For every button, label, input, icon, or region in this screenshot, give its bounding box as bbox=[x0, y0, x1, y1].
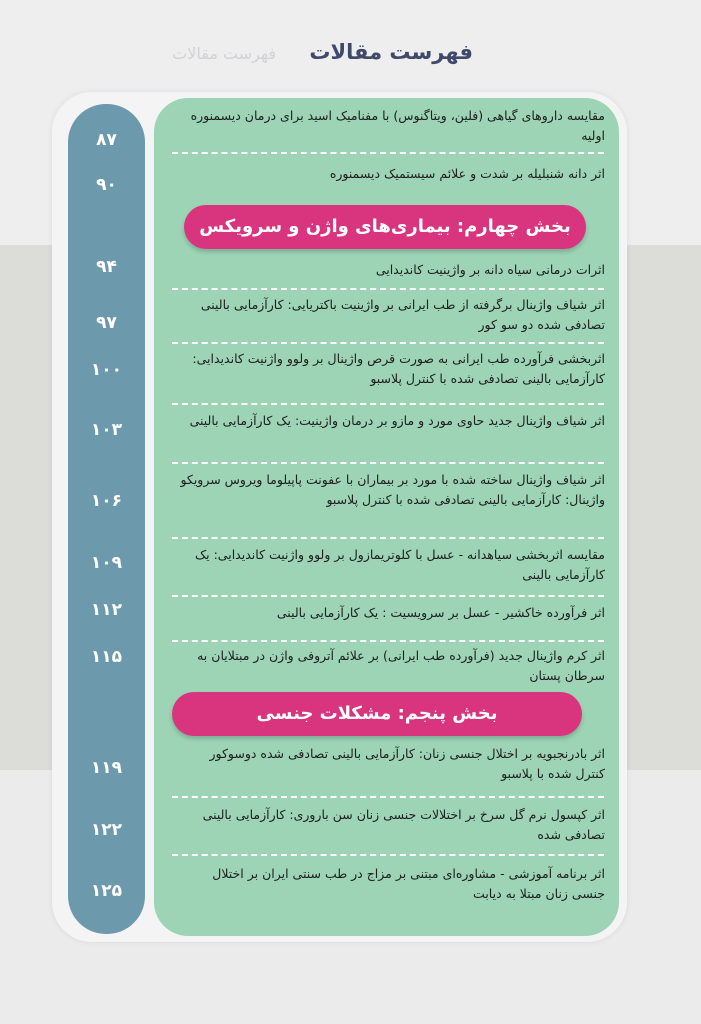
section-heading-4[interactable]: بخش چهارم: بیماری‌های واژن و سرویکس bbox=[184, 205, 586, 249]
toc-entry[interactable]: اثر شیاف واژینال برگرفته از طب ایرانی بر واژینیت باکتریایی: کارآزمایی بالینی تصادفی شده دو سو کور bbox=[200, 297, 605, 332]
entry-separator bbox=[172, 403, 604, 405]
entry-separator bbox=[172, 796, 604, 798]
toc-entry[interactable]: مقایسه داروهای گیاهی (فلین، ویتاگنوس) با مفنامیک اسید برای درمان دیسمنوره اولیه bbox=[190, 108, 605, 143]
toc-entry[interactable]: اثر کپسول نرم گل سرخ بر اختلالات جنسی زنان سن باروری: کارآزمایی بالینی تصادفی شده bbox=[202, 807, 605, 842]
entry-separator bbox=[172, 462, 604, 464]
page-title: فهرست مقالات bbox=[309, 40, 473, 64]
toc-entry[interactable]: اثر کرم واژینال جدید (فرآورده طب ایرانی) بر علائم آتروفی واژن در مبتلایان به سرطان پستان bbox=[197, 648, 605, 683]
page-number: ۱۰۹ bbox=[90, 553, 123, 573]
page-number: ۱۱۹ bbox=[90, 758, 123, 778]
page-number: ۸۷ bbox=[96, 130, 117, 150]
page-number: ۱۰۳ bbox=[90, 420, 123, 440]
page-number: ۱۰۰ bbox=[90, 360, 123, 380]
page-number: ۱۲۲ bbox=[90, 820, 123, 840]
page-number: ۱۲۵ bbox=[90, 881, 123, 901]
page-number: ۱۱۵ bbox=[90, 647, 123, 667]
section-heading-5[interactable]: بخش پنجم: مشکلات جنسی bbox=[172, 692, 582, 736]
page-number: ۹۰ bbox=[96, 175, 117, 195]
toc-entry[interactable]: اثر شیاف واژینال ساخته شده با مورد بر بیماران با عفونت پاپیلوما ویروس سرویکو واژینال: کارآزمایی بالینی تصادفی شده با کنترل پلاسبو bbox=[180, 472, 605, 507]
page-number: ۱۱۲ bbox=[90, 600, 123, 620]
toc-entry[interactable]: اثر دانه شنبلیله بر شدت و علائم سیستمیک دیسمنوره bbox=[329, 166, 605, 181]
entry-separator bbox=[172, 342, 604, 344]
entry-separator bbox=[172, 152, 604, 154]
page-number: ۹۷ bbox=[96, 313, 117, 333]
toc-entry[interactable]: مقایسه اثربخشی سیاهدانه - عسل با کلوتریمازول بر ولوو واژنیت کاندیدایی: یک کارآزمایی بالینی bbox=[194, 547, 605, 582]
entry-separator bbox=[172, 640, 604, 642]
toc-entry[interactable]: اثربخشی فرآورده طب ایرانی به صورت قرص واژینال بر ولوو واژنیت کاندیدایی: کارآزمایی بالینی تصادفی شده با کنترل پلاسبو bbox=[192, 351, 605, 386]
entry-separator bbox=[172, 854, 604, 856]
page-number: ۱۰۶ bbox=[90, 491, 123, 511]
page-number-column bbox=[68, 104, 145, 934]
toc-entry[interactable]: اثر فرآورده خاکشیر - عسل بر سرویسیت : یک کارآزمایی بالینی bbox=[276, 605, 605, 620]
entry-separator bbox=[172, 288, 604, 290]
toc-entry[interactable]: اثر بادرنجبویه بر اختلال جنسی زنان: کارآزمایی بالینی تصادفی شده دوسوکور کنترل شده با پلاسبو bbox=[209, 746, 605, 781]
header-ghost-text: فهرست مقالات bbox=[172, 44, 276, 63]
entry-separator bbox=[172, 537, 604, 539]
toc-entry[interactable]: اثر برنامه آموزشی - مشاوره‌ای مبتنی بر مزاج در طب سنتی ایران بر اختلال جنسی زنان مبتلا به دیابت bbox=[212, 866, 605, 901]
page-number: ۹۴ bbox=[96, 257, 117, 277]
toc-entry[interactable]: اثر شیاف واژینال جدید حاوی مورد و مازو بر درمان واژینیت: یک کارآزمایی بالینی bbox=[189, 413, 605, 428]
toc-entry[interactable]: اثرات درمانی سیاه دانه بر واژینیت کاندیدایی bbox=[375, 262, 605, 277]
entry-separator bbox=[172, 595, 604, 597]
